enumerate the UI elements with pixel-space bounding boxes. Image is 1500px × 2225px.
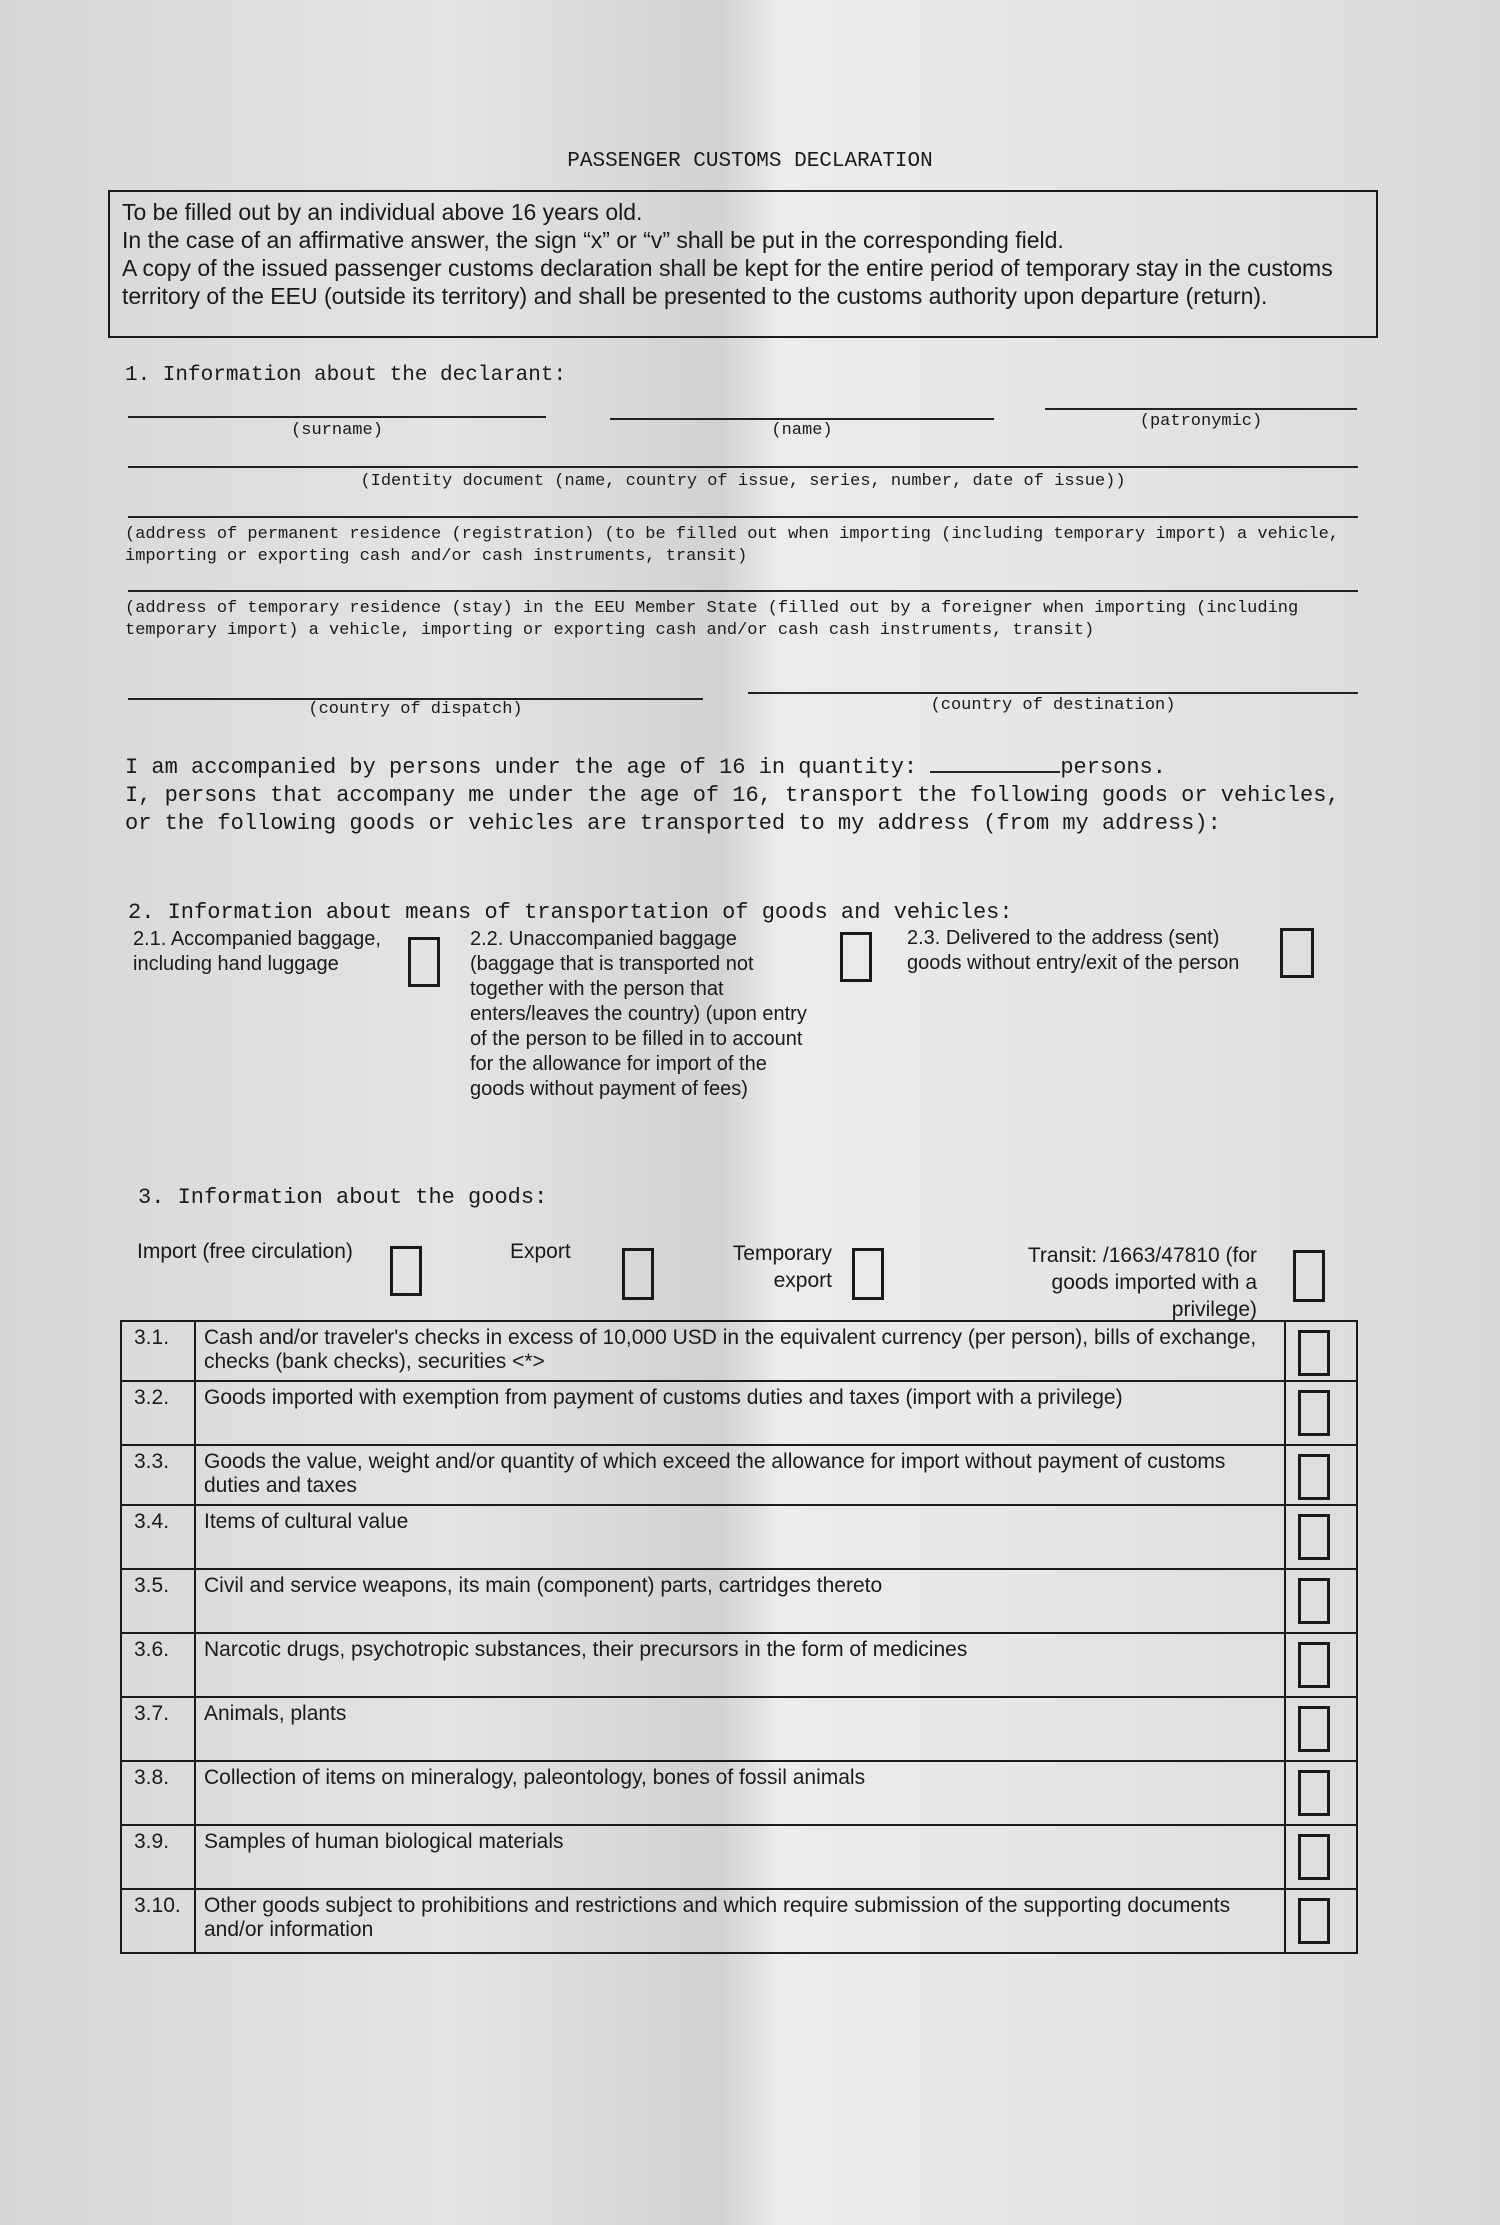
row-description: Collection of items on mineralogy, paleontology, bones of fossil animals bbox=[195, 1761, 1285, 1825]
goods-table bbox=[120, 1320, 1358, 1954]
goods-row bbox=[121, 1381, 1357, 1445]
transport-item-unaccompanied: 2.2. Unaccompanied baggage (baggage that is transported not together with the person that enters/leaves the country) (upon entry of the person to be filled in to account for the allowance for import of the goods without payment of fees) bbox=[470, 928, 807, 1100]
accompanied-prefix: I am accompanied by persons under the age of 16 in quantity: bbox=[125, 755, 918, 780]
row-checkbox[interactable] bbox=[1298, 1898, 1330, 1944]
delivered-checkbox[interactable] bbox=[1280, 928, 1314, 978]
name-caption: (name) bbox=[771, 421, 833, 440]
transport-item-accompanied: 2.1. Accompanied baggage, including hand luggage bbox=[133, 928, 381, 975]
temporary-export-checkbox[interactable] bbox=[852, 1248, 884, 1300]
name-line[interactable] bbox=[610, 418, 994, 420]
unaccompanied-checkbox[interactable] bbox=[840, 932, 872, 982]
row-description: Cash and/or traveler's checks in excess of 10,000 USD in the equivalent currency (per person), bills of exchange, checks (bank checks), securities <*> bbox=[195, 1321, 1285, 1381]
accompanied-text bbox=[125, 754, 1365, 838]
transport-item-delivered: 2.3. Delivered to the address (sent) goods without entry/exit of the person bbox=[907, 927, 1240, 974]
row-checkbox[interactable] bbox=[1298, 1454, 1330, 1500]
row-description: Animals, plants bbox=[195, 1697, 1285, 1761]
permanent-address-line[interactable] bbox=[128, 516, 1358, 518]
goods-row bbox=[121, 1445, 1357, 1505]
row-checkbox[interactable] bbox=[1298, 1834, 1330, 1880]
row-checkbox[interactable] bbox=[1298, 1770, 1330, 1816]
row-checkbox-cell bbox=[1285, 1321, 1357, 1381]
instruction-line: To be filled out by an individual above 16 years old. bbox=[122, 199, 643, 225]
instructions-box bbox=[108, 190, 1378, 338]
row-description: Civil and service weapons, its main (component) parts, cartridges thereto bbox=[195, 1569, 1285, 1633]
section3-heading: 3. Information about the goods: bbox=[138, 1185, 548, 1210]
row-checkbox-cell bbox=[1285, 1569, 1357, 1633]
import-checkbox[interactable] bbox=[390, 1246, 422, 1296]
row-description: Samples of human biological materials bbox=[195, 1825, 1285, 1889]
row-checkbox-cell bbox=[1285, 1445, 1357, 1505]
export-checkbox[interactable] bbox=[622, 1248, 654, 1300]
row-number: 3.8. bbox=[121, 1761, 195, 1825]
row-number: 3.9. bbox=[121, 1825, 195, 1889]
row-checkbox-cell bbox=[1285, 1825, 1357, 1889]
transport-text: I, persons that accompany me under the age of 16, transport the following goods or vehicles, or the following goods or vehicles are transported to my address (from my address): bbox=[125, 783, 1340, 836]
dispatch-caption: (country of dispatch) bbox=[308, 700, 523, 719]
surname-caption: (surname) bbox=[291, 421, 383, 440]
transit-checkbox[interactable] bbox=[1293, 1250, 1325, 1302]
row-number: 3.7. bbox=[121, 1697, 195, 1761]
patronymic-line[interactable] bbox=[1045, 408, 1357, 410]
row-number: 3.2. bbox=[121, 1381, 195, 1445]
surname-line[interactable] bbox=[128, 416, 546, 418]
row-number: 3.3. bbox=[121, 1445, 195, 1505]
row-number: 3.10. bbox=[121, 1889, 195, 1953]
accompanied-suffix: persons. bbox=[1060, 755, 1166, 780]
temporary-address-caption: (address of temporary residence (stay) in the EEU Member State (filled out by a foreigner when importing (including temporary import) a vehicle, importing or exporting cash and/or cash cash instruments, transit) bbox=[125, 599, 1299, 640]
section2-heading: 2. Information about means of transportation of goods and vehicles: bbox=[128, 900, 1013, 925]
import-label: Import (free circulation) bbox=[137, 1240, 353, 1263]
temporary-export-label: Temporary export bbox=[732, 1242, 832, 1292]
row-description: Goods the value, weight and/or quantity of which exceed the allowance for import without payment of customs duties and taxes bbox=[195, 1445, 1285, 1505]
row-description: Narcotic drugs, psychotropic substances, their precursors in the form of medicines bbox=[195, 1633, 1285, 1697]
goods-row bbox=[121, 1321, 1357, 1381]
row-checkbox[interactable] bbox=[1298, 1330, 1330, 1376]
permanent-address-caption: (address of permanent residence (registration) (to be filled out when importing (including temporary import) a vehicle, importing or exporting cash and/or cash instruments, transit) bbox=[125, 525, 1339, 566]
accompanied-checkbox[interactable] bbox=[408, 937, 440, 987]
transit-label: Transit: /1663/47810 (for goods imported with a privilege) bbox=[1027, 1244, 1257, 1321]
goods-row bbox=[121, 1569, 1357, 1633]
row-description: Goods imported with exemption from payment of customs duties and taxes (import with a privilege) bbox=[195, 1381, 1285, 1445]
row-number: 3.1. bbox=[121, 1321, 195, 1381]
goods-row bbox=[121, 1889, 1357, 1953]
persons-count-field[interactable] bbox=[930, 771, 1060, 773]
row-checkbox[interactable] bbox=[1298, 1706, 1330, 1752]
row-checkbox[interactable] bbox=[1298, 1514, 1330, 1560]
patronymic-caption: (patronymic) bbox=[1139, 412, 1263, 431]
identity-line[interactable] bbox=[128, 466, 1358, 468]
row-checkbox[interactable] bbox=[1298, 1390, 1330, 1436]
goods-row bbox=[121, 1697, 1357, 1761]
export-label: Export bbox=[510, 1240, 571, 1263]
row-checkbox-cell bbox=[1285, 1633, 1357, 1697]
temporary-address-line[interactable] bbox=[128, 590, 1358, 592]
destination-line[interactable] bbox=[748, 692, 1358, 694]
row-checkbox-cell bbox=[1285, 1761, 1357, 1825]
row-number: 3.6. bbox=[121, 1633, 195, 1697]
goods-row bbox=[121, 1761, 1357, 1825]
row-description: Other goods subject to prohibitions and restrictions and which require submission of the supporting documents and/or information bbox=[195, 1889, 1285, 1953]
row-checkbox-cell bbox=[1285, 1697, 1357, 1761]
row-checkbox-cell bbox=[1285, 1381, 1357, 1445]
row-number: 3.4. bbox=[121, 1505, 195, 1569]
row-checkbox-cell bbox=[1285, 1505, 1357, 1569]
row-checkbox[interactable] bbox=[1298, 1642, 1330, 1688]
instruction-line: A copy of the issued passenger customs declaration shall be kept for the entire period of temporary stay in the customs territory of the EEU (outside its territory) and shall be presented to the customs authority upon departure (return). bbox=[122, 255, 1333, 309]
form-title: PASSENGER CUSTOMS DECLARATION bbox=[567, 150, 933, 173]
identity-caption: (Identity document (name, country of issue, series, number, date of issue)) bbox=[360, 472, 1126, 491]
row-checkbox-cell bbox=[1285, 1889, 1357, 1953]
row-checkbox[interactable] bbox=[1298, 1578, 1330, 1624]
row-number: 3.5. bbox=[121, 1569, 195, 1633]
goods-row bbox=[121, 1825, 1357, 1889]
goods-row bbox=[121, 1633, 1357, 1697]
goods-row bbox=[121, 1505, 1357, 1569]
destination-caption: (country of destination) bbox=[930, 696, 1176, 715]
section1-heading: 1. Information about the declarant: bbox=[125, 364, 567, 387]
row-description: Items of cultural value bbox=[195, 1505, 1285, 1569]
instruction-line: In the case of an affirmative answer, the sign “x” or “v” shall be put in the corresponding field. bbox=[122, 227, 1064, 253]
